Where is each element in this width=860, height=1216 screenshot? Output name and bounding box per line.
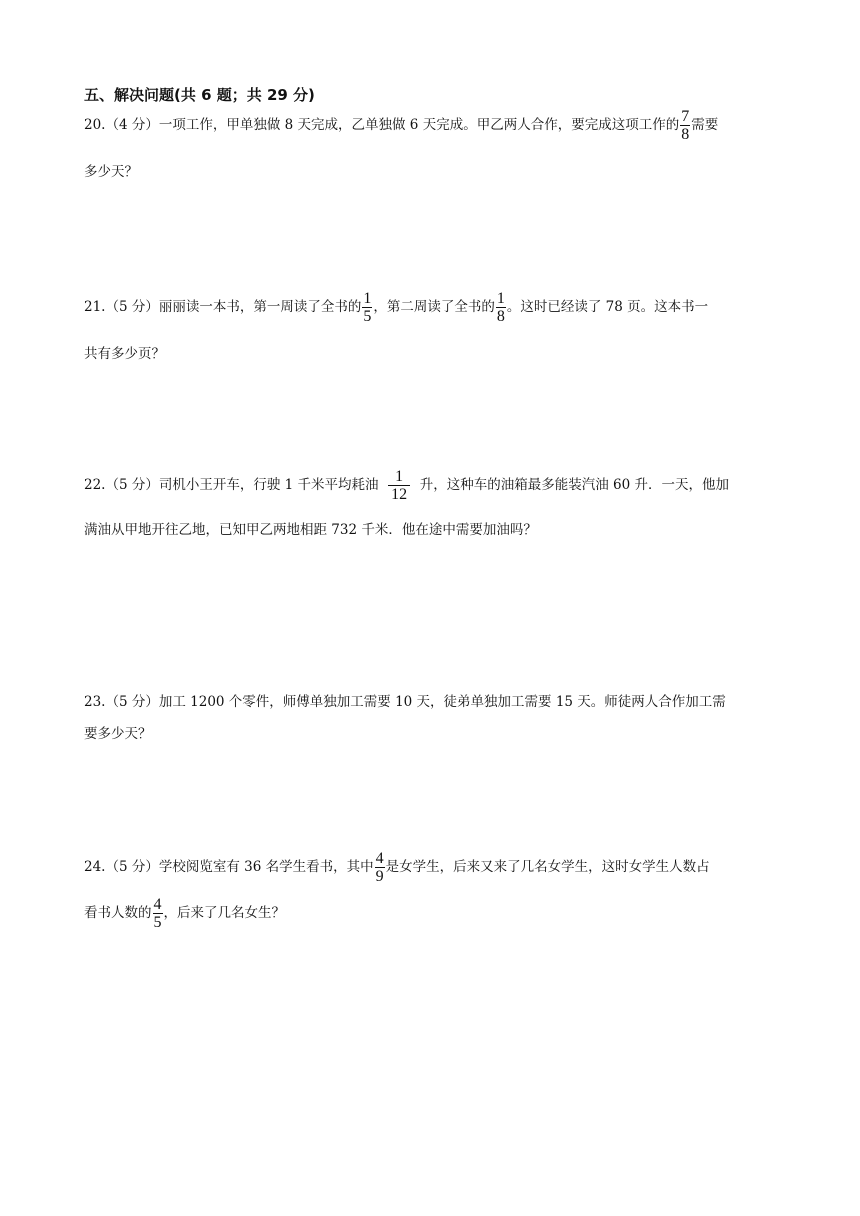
question-24-text-d: ，后来了几名女生？ (163, 905, 285, 921)
fraction-denominator: 5 (153, 914, 162, 931)
question-21-text-b: ，第二周读了全书的 (373, 299, 495, 315)
question-23-line-2: 要多少天？ (84, 726, 152, 742)
question-24-line-2 (84, 896, 285, 931)
fraction-numerator: 7 (681, 108, 690, 125)
question-21-text-c: 。这时已经读了 78 页。这本书一 (506, 299, 709, 315)
fraction-numerator: 1 (363, 290, 372, 307)
fraction-numerator: 1 (496, 290, 505, 307)
question-20-line-2: 多少天？ (84, 164, 138, 180)
question-20-text-a: 20.（4 分）一项工作，甲单独做 8 天完成，乙单独做 6 天完成。甲乙两人合作，要完成这项工作的 (84, 117, 680, 133)
question-24-text-a: 24.（5 分）学校阅览室有 36 名学生看书，其中 (84, 859, 374, 875)
question-20-line-1 (84, 108, 718, 143)
question-21-fraction-2 (496, 290, 506, 325)
question-23-line-1: 23.（5 分）加工 1200 个零件，师傅单独加工需要 10 天，徒弟单独加工需要 15 天。师徒两人合作加工需 (84, 694, 726, 710)
fraction-denominator: 12 (388, 485, 410, 503)
question-21-fraction-1 (362, 290, 372, 325)
question-21-line-1 (84, 290, 708, 325)
question-24-text-b: 是女学生，后来又来了几名女学生，这时女学生人数占 (385, 859, 710, 875)
question-20-text-b: 需要 (691, 117, 719, 133)
question-24-text-c: 看书人数的 (84, 905, 152, 921)
question-20-fraction (680, 108, 690, 143)
question-24-line-1 (84, 850, 710, 885)
question-21-line-2: 共有多少页？ (84, 346, 165, 362)
question-22-line-1 (84, 468, 729, 503)
question-22-text-a: 22.（5 分）司机小王开车，行驶 1 千米平均耗油 (84, 477, 379, 493)
question-22-fraction (388, 468, 410, 503)
question-24-fraction-2 (153, 896, 163, 931)
fraction-denominator: 9 (375, 868, 384, 885)
fraction-numerator: 4 (153, 896, 162, 913)
fraction-denominator: 8 (496, 308, 505, 325)
fraction-numerator: 1 (395, 468, 404, 485)
fraction-numerator: 4 (375, 850, 384, 867)
question-21-text-a: 21.（5 分）丽丽读一本书，第一周读了全书的 (84, 299, 362, 315)
fraction-denominator: 8 (681, 126, 690, 143)
fraction-denominator: 5 (363, 308, 372, 325)
section-title: 五、解决问题(共 6 题；共 29 分) (84, 86, 315, 104)
question-22-line-2: 满油从甲地开往乙地，已知甲乙两地相距 732 千米．他在途中需要加油吗？ (84, 522, 537, 538)
question-22-text-b: 升，这种车的油箱最多能装汽油 60 升．一天，他加 (419, 477, 729, 493)
question-24-fraction-1 (375, 850, 385, 885)
